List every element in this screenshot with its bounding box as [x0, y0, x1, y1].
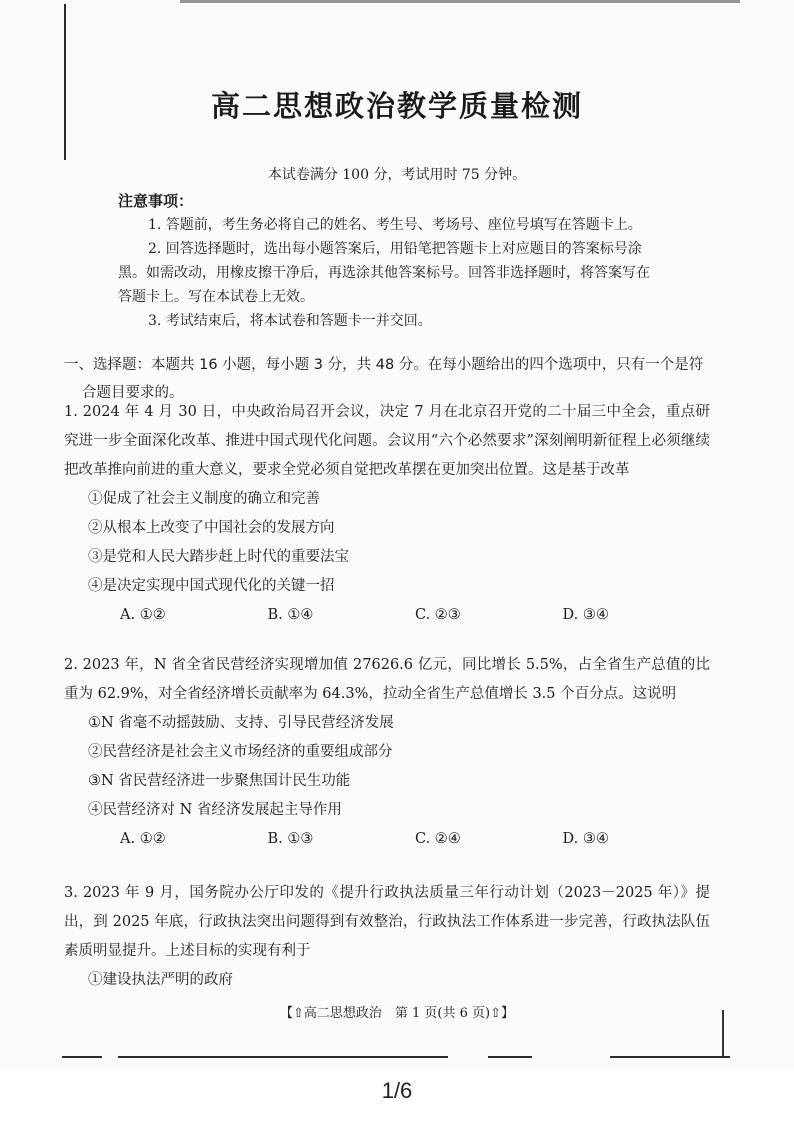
choice-a: A. ①② [120, 831, 166, 847]
question-1 [64, 398, 710, 630]
notes-line: 1. 答题前，考生务必将自己的姓名、考生号、考场号、座位号填写在答题卡上。 [148, 217, 642, 233]
choice-c: C. ②④ [415, 831, 461, 847]
notes-line: 答题卡上。写在本试卷上无效。 [118, 289, 314, 305]
scan-edge-top [180, 0, 740, 3]
question-option: ③N 省民营经济进一步聚焦国计民生功能 [88, 773, 351, 789]
question-option: ②民营经济是社会主义市场经济的重要组成部分 [88, 744, 393, 760]
question-2 [64, 651, 710, 854]
scan-edge-bottom [610, 1056, 730, 1058]
answer-choices [64, 825, 710, 854]
choice-c: C. ②③ [415, 607, 461, 623]
question-stem: 1. 2024 年 4 月 30 日，中央政治局召开会议，决定 7 月在北京召开党的二十届三中全会，重点研究进一步全面深化改革、推进中国式现代化问题。会议用“六个必然要求”深刻阐明新征程上必须继续把改革推向前进的重大意义，要求全党必须自觉把改革摆在更加突出位置。这是基于改革 [64, 404, 710, 478]
page-indicator: 1/6 [381, 1078, 413, 1103]
scan-edge-left [64, 4, 66, 160]
notes-line: 3. 考试结束后，将本试卷和答题卡一并交回。 [148, 313, 432, 329]
answer-choices [64, 601, 710, 630]
notes-line: 黑。如需改动，用橡皮擦干净后，再选涂其他答案标号。回答非选择题时，将答案写在 [118, 265, 650, 281]
scan-edge-bottom [62, 1056, 102, 1058]
question-stem: 2. 2023 年，N 省全省民营经济实现增加值 27626.6 亿元，同比增长 5.5%，占全省生产总值的比重为 62.9%，对全省经济增长贡献率为 64.3%，拉动全省生产总值增长 3.5 个百分点。这说明 [64, 657, 710, 702]
scan-edge-bottom [488, 1056, 532, 1058]
choice-d: D. ③④ [562, 607, 609, 623]
choice-b: B. ①④ [267, 607, 314, 623]
question-option: ①N 省毫不动摇鼓励、支持、引导民营经济发展 [88, 715, 394, 731]
question-option: ③是党和人民大踏步赶上时代的重要法宝 [88, 549, 349, 565]
page-footer: 【⇧高二思想政治 第 1 页(共 6 页)⇧】 [279, 1006, 514, 1021]
question-3 [64, 879, 710, 995]
choice-d: D. ③④ [562, 831, 609, 847]
page-title: 高二思想政治教学质量检测 [210, 89, 583, 123]
question-stem: 3. 2023 年 9 月，国务院办公厅印发的《提升行政执法质量三年行动计划（2023－2025 年）》提出，到 2025 年底，行政执法突出问题得到有效整治，行政执法工作体系进一步完善，行政执法队伍素质明显提升。上述目标的实现有利于 [64, 885, 710, 959]
question-option: ②从根本上改变了中国社会的发展方向 [88, 520, 335, 536]
notes-line: 2. 回答选择题时，选出每小题答案后，用铅笔把答题卡上对应题目的答案标号涂 [148, 241, 642, 257]
choice-b: B. ①③ [267, 831, 314, 847]
question-option: ④民营经济对 N 省经济发展起主导作用 [88, 802, 342, 818]
question-option: ①建设执法严明的政府 [88, 972, 233, 988]
section-heading-line: 一、选择题：本题共 16 小题，每小题 3 分，共 48 分。在每小题给出的四个选项中，只有一个是符 [64, 357, 704, 373]
notes-heading: 注意事项： [118, 192, 194, 210]
section-heading-line: 合题目要求的。 [82, 385, 184, 401]
scan-edge-bottom [118, 1056, 448, 1058]
question-option: ④是决定实现中国式现代化的关键一招 [88, 578, 335, 594]
exam-info: 本试卷满分 100 分，考试用时 75 分钟。 [267, 167, 527, 183]
choice-a: A. ①② [120, 607, 166, 623]
question-option: ①促成了社会主义制度的确立和完善 [88, 491, 320, 507]
